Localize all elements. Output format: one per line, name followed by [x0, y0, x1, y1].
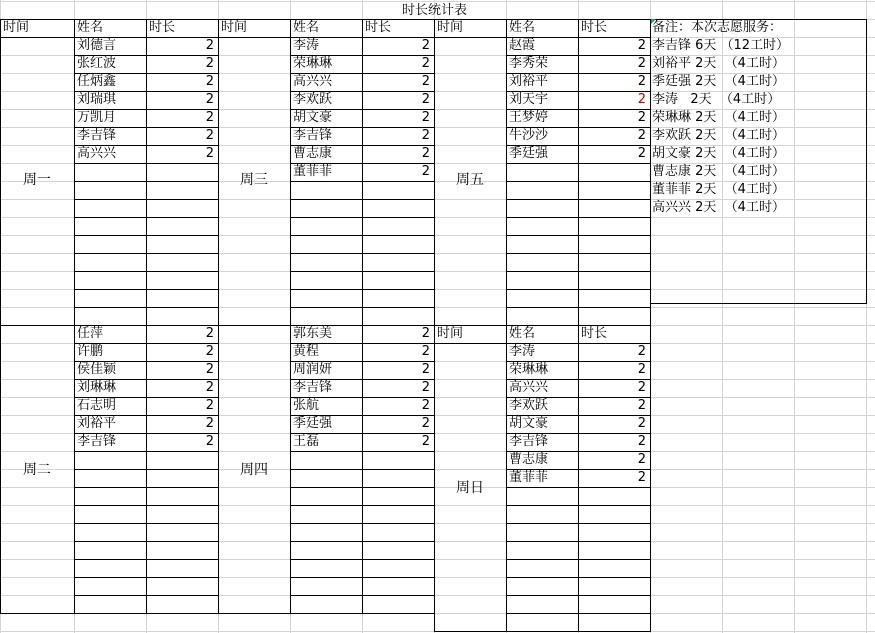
duration-cell[interactable]: 2 — [205, 110, 214, 125]
notes-line[interactable]: 荣琳琳 2天 （4工时） — [652, 110, 785, 125]
border-line — [290, 523, 435, 524]
name-cell[interactable]: 李欢跃 — [509, 398, 549, 413]
border-line — [290, 235, 435, 236]
header-duration[interactable]: 时长 — [149, 20, 176, 35]
day-label[interactable]: 周四 — [240, 462, 268, 478]
name-cell[interactable]: 任炳鑫 — [77, 74, 117, 89]
duration-cell[interactable]: 2 — [205, 56, 214, 71]
name-cell[interactable]: 刘瑞琪 — [77, 92, 117, 107]
duration-cell[interactable]: 2 — [205, 434, 214, 449]
border-line — [290, 181, 435, 182]
day-label[interactable]: 周一 — [23, 172, 51, 188]
duration-cell[interactable]: 2 — [637, 470, 646, 485]
name-cell[interactable]: 石志明 — [77, 398, 117, 413]
duration-cell[interactable]: 2 — [205, 74, 214, 89]
notes-line[interactable]: 刘裕平 2天 （4工时） — [652, 56, 785, 71]
duration-cell[interactable]: 2 — [421, 362, 430, 377]
border-line — [74, 181, 219, 182]
border-line — [506, 289, 651, 290]
name-cell[interactable]: 刘天宇 — [509, 92, 549, 107]
name-cell[interactable]: 高兴兴 — [293, 74, 333, 89]
border-line — [74, 199, 219, 200]
header-name[interactable]: 姓名 — [509, 20, 536, 35]
notes-line[interactable]: 曹志康 2天 （4工时） — [652, 164, 785, 179]
border-line — [506, 487, 651, 488]
duration-cell[interactable]: 2 — [637, 38, 646, 53]
border-line — [290, 307, 435, 308]
border-line — [290, 451, 435, 452]
border-line — [506, 235, 651, 236]
duration-cell[interactable]: 2 — [421, 164, 430, 179]
border-line — [506, 613, 651, 614]
name-cell[interactable]: 李涛 — [293, 38, 320, 53]
border-line — [290, 487, 435, 488]
name-cell[interactable]: 万凯月 — [77, 110, 117, 125]
border-line — [506, 199, 651, 200]
duration-cell[interactable]: 2 — [205, 398, 214, 413]
day-label[interactable]: 周五 — [456, 172, 484, 188]
duration-cell[interactable]: 2 — [637, 416, 646, 431]
border-line — [290, 217, 435, 218]
header-time[interactable]: 时间 — [437, 326, 464, 341]
border-line — [506, 505, 651, 506]
name-cell[interactable]: 张红波 — [77, 56, 117, 71]
border-line — [74, 469, 219, 470]
duration-cell[interactable]: 2 — [637, 380, 646, 395]
day-label[interactable]: 周日 — [456, 480, 484, 496]
border-line — [74, 505, 219, 506]
header-duration[interactable]: 时长 — [581, 326, 608, 341]
duration-cell[interactable]: 2 — [421, 128, 430, 143]
duration-cell[interactable]: 2 — [637, 146, 646, 161]
duration-cell[interactable]: 2 — [205, 92, 214, 107]
duration-cell[interactable]: 2 — [421, 146, 430, 161]
border-line — [74, 289, 219, 290]
border-line — [506, 577, 651, 578]
duration-cell[interactable]: 2 — [205, 362, 214, 377]
day-label[interactable]: 周二 — [23, 462, 51, 478]
border-line — [434, 37, 507, 38]
duration-cell[interactable]: 2 — [205, 416, 214, 431]
notes-line[interactable]: 李欢跃 2天 （4工时） — [652, 128, 785, 143]
duration-cell[interactable]: 2 — [637, 452, 646, 467]
border-line — [290, 199, 435, 200]
name-cell[interactable]: 李吉锋 — [293, 380, 333, 395]
border-line — [290, 469, 435, 470]
border-line — [506, 523, 651, 524]
name-cell[interactable]: 曹志康 — [509, 452, 549, 467]
name-cell[interactable]: 李吉锋 — [77, 128, 117, 143]
border-line — [650, 303, 867, 304]
border-line — [506, 307, 651, 308]
border-line — [74, 307, 219, 308]
name-cell[interactable]: 许鹏 — [77, 344, 104, 359]
border-line — [74, 163, 219, 164]
border-line — [506, 595, 651, 596]
border-line — [74, 451, 219, 452]
duration-cell[interactable]: 2 — [637, 56, 646, 71]
notes-line[interactable]: 李吉锋 6天 （12工时） — [652, 38, 790, 53]
border-line — [74, 235, 219, 236]
header-name[interactable]: 姓名 — [509, 326, 536, 341]
name-cell[interactable]: 刘裕平 — [77, 416, 117, 431]
name-cell[interactable]: 董菲菲 — [509, 470, 549, 485]
name-cell[interactable]: 季廷强 — [293, 416, 333, 431]
name-cell[interactable]: 董菲菲 — [293, 164, 333, 179]
name-cell[interactable]: 李欢跃 — [293, 92, 333, 107]
border-line — [506, 217, 651, 218]
border-line — [74, 523, 219, 524]
name-cell[interactable]: 高兴兴 — [509, 380, 549, 395]
notes-line[interactable]: 董菲菲 2天 （4工时） — [652, 182, 785, 197]
notes-line[interactable]: 高兴兴 2天 （4工时） — [652, 200, 785, 215]
header-time[interactable]: 时间 — [221, 20, 248, 35]
duration-cell[interactable]: 2 — [637, 362, 646, 377]
border-line — [290, 559, 435, 560]
border-line — [506, 253, 651, 254]
border-line — [290, 577, 435, 578]
border-line — [290, 505, 435, 506]
name-cell[interactable]: 郭东美 — [293, 326, 333, 341]
notes-heading[interactable]: 备注：本次志愿服务： — [652, 20, 783, 35]
border-line — [650, 19, 651, 326]
name-cell[interactable]: 荣琳琳 — [293, 56, 333, 71]
cell-comment-indicator — [651, 19, 656, 24]
border-line — [506, 271, 651, 272]
border-line — [290, 253, 435, 254]
grid-col-line — [794, 0, 795, 633]
border-line — [506, 181, 651, 182]
duration-cell[interactable]: 2 — [637, 434, 646, 449]
border-line — [74, 253, 219, 254]
duration-cell[interactable]: 2 — [421, 398, 430, 413]
duration-cell[interactable]: 2 — [205, 326, 214, 341]
duration-cell[interactable]: 2 — [421, 434, 430, 449]
name-cell[interactable]: 刘琳琳 — [77, 380, 117, 395]
duration-cell[interactable]: 2 — [637, 128, 646, 143]
duration-cell[interactable]: 2 — [421, 380, 430, 395]
header-time[interactable]: 时间 — [437, 20, 464, 35]
duration-cell[interactable]: 2 — [205, 380, 214, 395]
notes-line[interactable]: 季廷强 2天 （4工时） — [652, 74, 785, 89]
border-line — [434, 343, 507, 344]
duration-cell[interactable]: 2 — [637, 74, 646, 89]
name-cell[interactable]: 李吉锋 — [293, 128, 333, 143]
name-cell[interactable]: 胡文豪 — [293, 110, 333, 125]
border-line — [74, 559, 219, 560]
border-line — [0, 613, 219, 614]
name-cell[interactable]: 李秀荣 — [509, 56, 549, 71]
border-line — [218, 613, 435, 614]
name-cell[interactable]: 李吉锋 — [509, 434, 549, 449]
name-cell[interactable]: 牛沙沙 — [509, 128, 549, 143]
duration-cell[interactable]: 2 — [205, 128, 214, 143]
name-cell[interactable]: 任萍 — [77, 326, 104, 341]
border-line — [866, 19, 867, 304]
border-line — [290, 595, 435, 596]
duration-cell[interactable]: 2 — [637, 344, 646, 359]
border-line — [74, 271, 219, 272]
name-cell[interactable]: 王磊 — [293, 434, 320, 449]
border-line — [74, 217, 219, 218]
duration-cell[interactable]: 2 — [421, 110, 430, 125]
name-cell[interactable]: 张航 — [293, 398, 320, 413]
border-line — [290, 271, 435, 272]
duration-cell[interactable]: 2 — [421, 344, 430, 359]
duration-cell[interactable]: 2 — [421, 326, 430, 341]
name-cell[interactable]: 赵霞 — [509, 38, 536, 53]
name-cell[interactable]: 李吉锋 — [77, 434, 117, 449]
duration-cell[interactable]: 2 — [421, 56, 430, 71]
border-line — [506, 559, 651, 560]
duration-cell[interactable]: 2 — [205, 38, 214, 53]
duration-cell[interactable]: 2 — [421, 38, 430, 53]
name-cell[interactable]: 李涛 — [509, 344, 536, 359]
header-duration[interactable]: 时长 — [581, 20, 608, 35]
border-line — [290, 541, 435, 542]
duration-cell[interactable]: 2 — [205, 344, 214, 359]
duration-cell[interactable]: 2 — [421, 74, 430, 89]
duration-cell[interactable]: 2 — [421, 92, 430, 107]
border-line — [74, 541, 219, 542]
duration-cell[interactable]: 2 — [637, 92, 646, 107]
name-cell[interactable]: 刘德言 — [77, 38, 117, 53]
name-cell[interactable]: 荣琳琳 — [509, 362, 549, 377]
duration-cell[interactable]: 2 — [637, 398, 646, 413]
table-title[interactable]: 时长统计表 — [401, 3, 467, 18]
header-name[interactable]: 姓名 — [77, 20, 104, 35]
name-cell[interactable]: 刘裕平 — [509, 74, 549, 89]
notes-line[interactable]: 李涛 2天 （4工时） — [652, 92, 781, 107]
border-line — [0, 37, 75, 38]
name-cell[interactable]: 周润妍 — [293, 362, 333, 377]
border-line — [74, 595, 219, 596]
name-cell[interactable]: 黄程 — [293, 344, 320, 359]
header-time[interactable]: 时间 — [3, 20, 30, 35]
border-line — [434, 631, 651, 632]
border-line — [506, 541, 651, 542]
border-line — [74, 487, 219, 488]
border-line — [218, 37, 291, 38]
border-line — [506, 163, 651, 164]
header-duration[interactable]: 时长 — [365, 20, 392, 35]
name-cell[interactable]: 侯佳颖 — [77, 362, 117, 377]
name-cell[interactable]: 高兴兴 — [77, 146, 117, 161]
duration-cell[interactable]: 2 — [205, 146, 214, 161]
day-label[interactable]: 周三 — [240, 172, 268, 188]
name-cell[interactable]: 曹志康 — [293, 146, 333, 161]
name-cell[interactable]: 胡文豪 — [509, 416, 549, 431]
name-cell[interactable]: 王梦婷 — [509, 110, 549, 125]
header-name[interactable]: 姓名 — [293, 20, 320, 35]
border-line — [74, 577, 219, 578]
notes-line[interactable]: 胡文豪 2天 （4工时） — [652, 146, 785, 161]
name-cell[interactable]: 季廷强 — [509, 146, 549, 161]
border-line — [290, 289, 435, 290]
duration-cell[interactable]: 2 — [637, 110, 646, 125]
border-line — [650, 325, 651, 632]
duration-cell[interactable]: 2 — [421, 416, 430, 431]
